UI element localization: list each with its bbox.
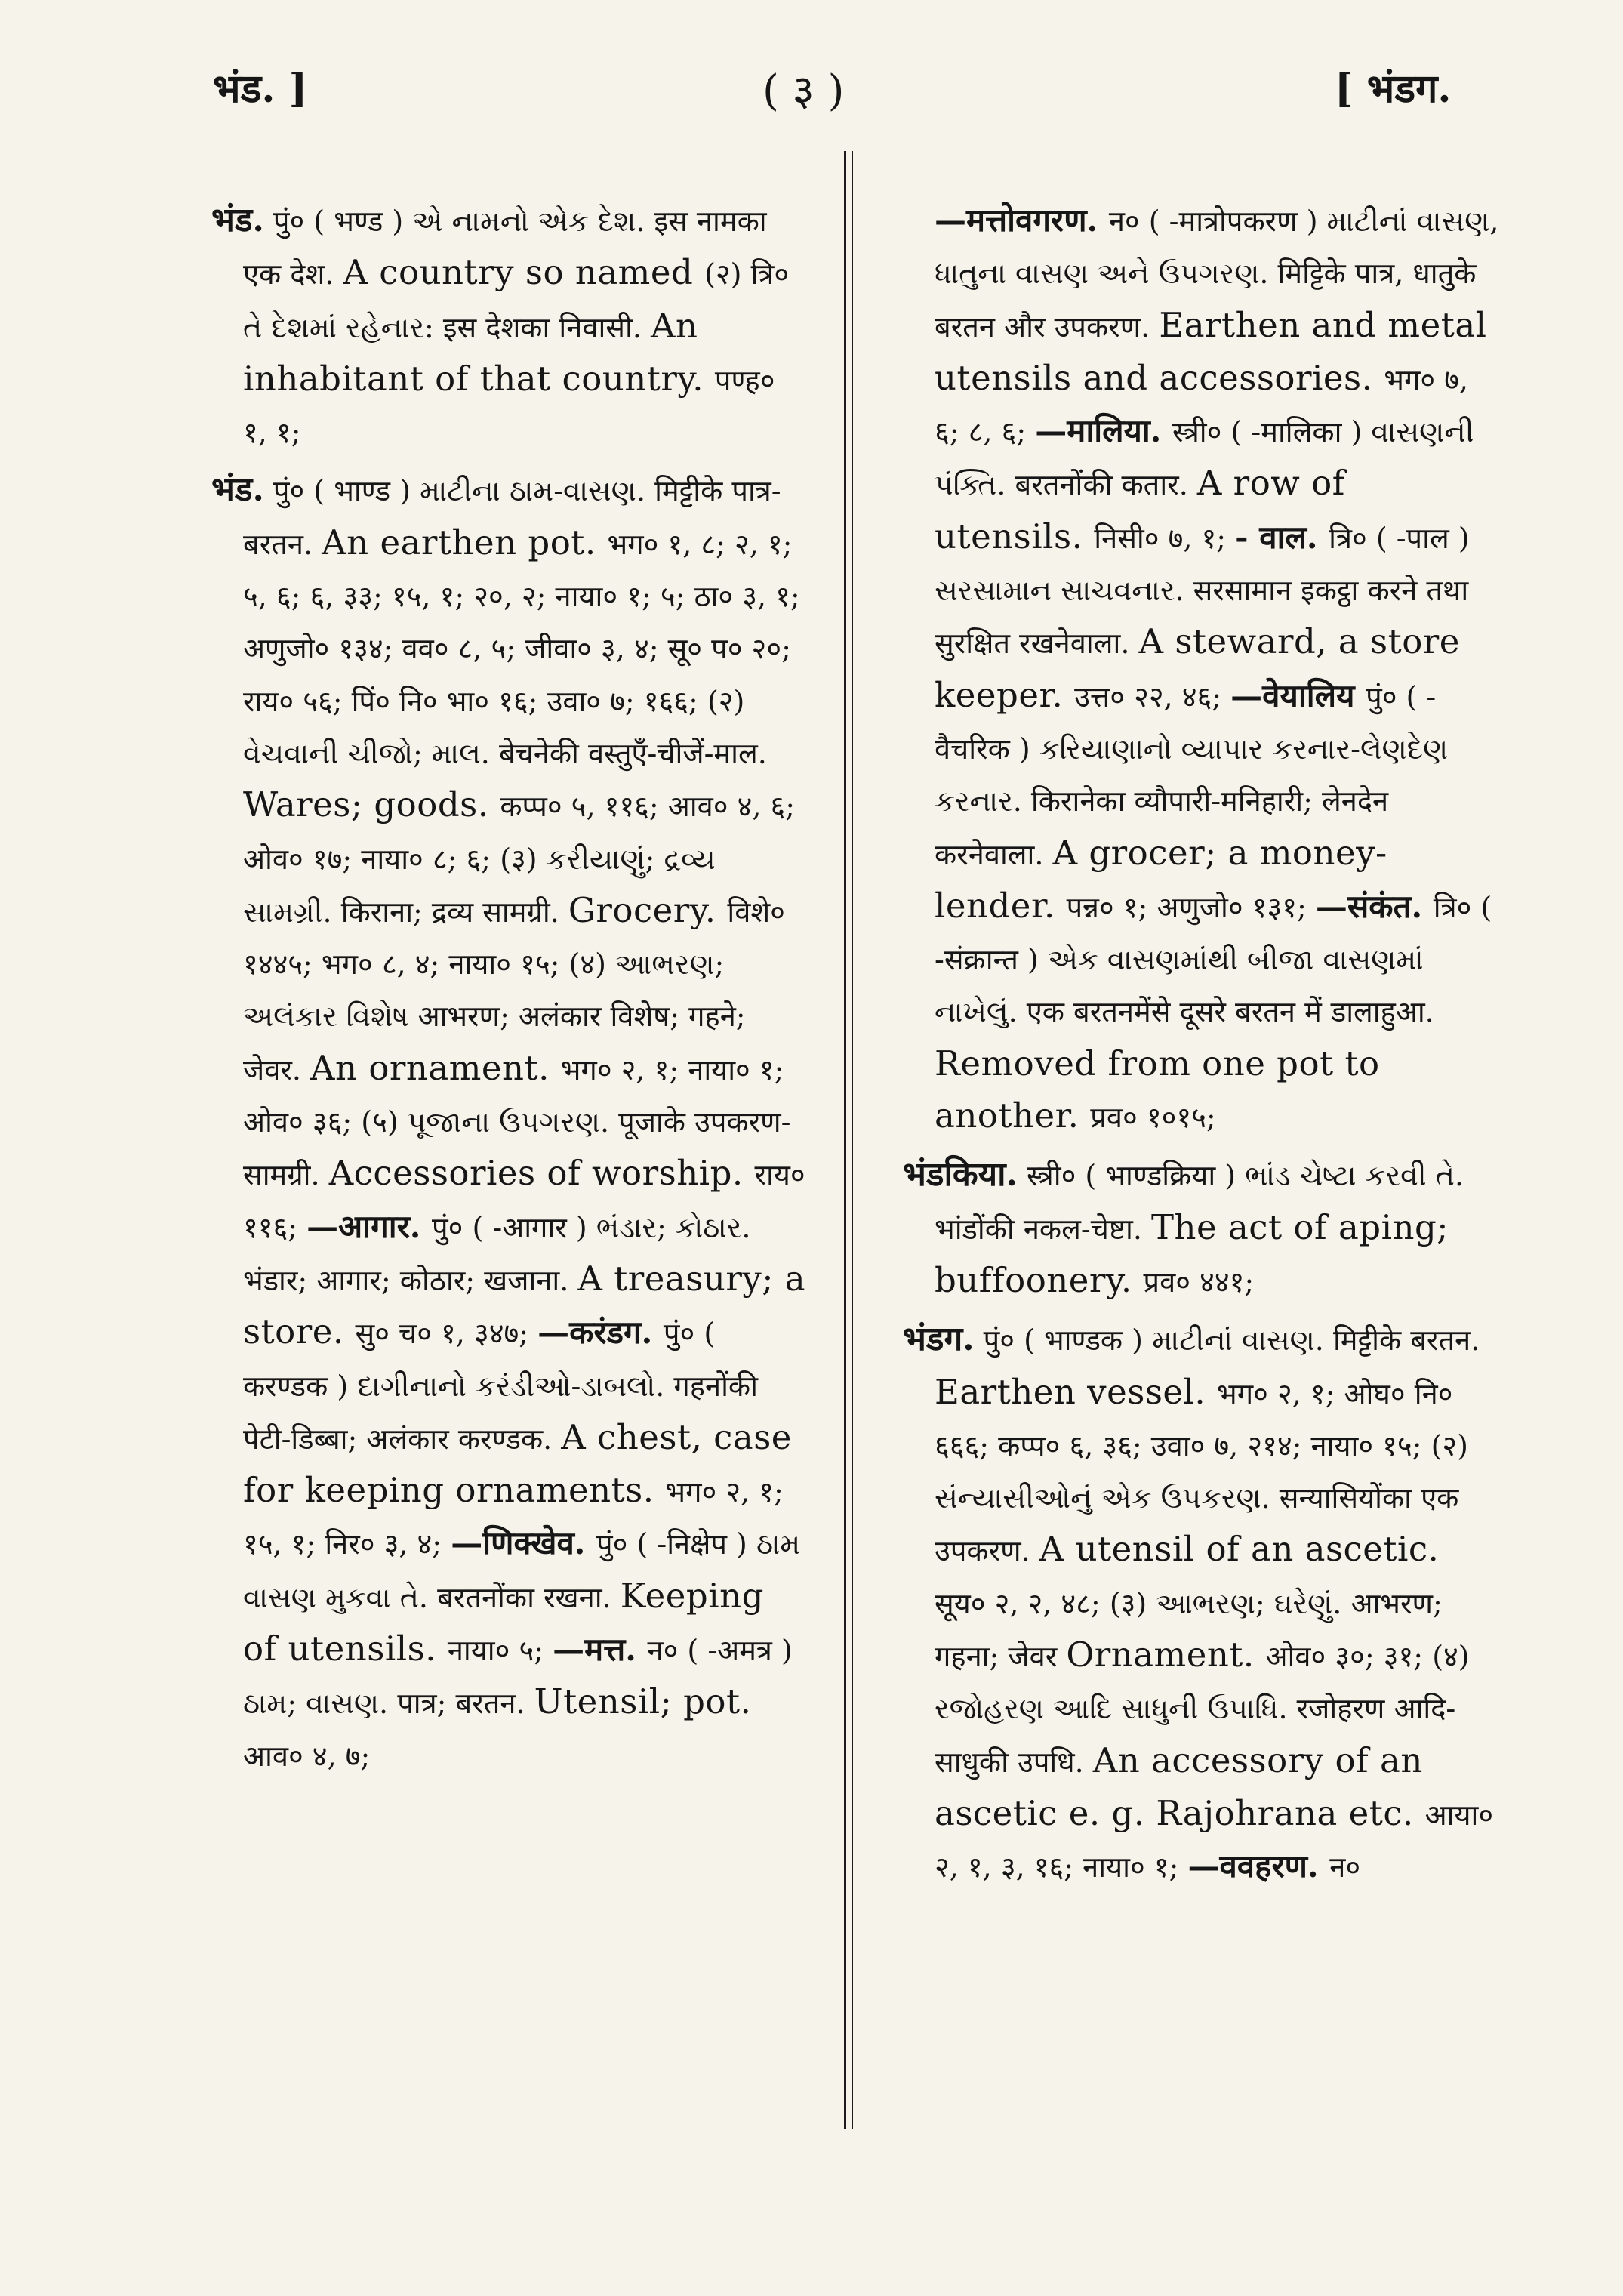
source-reference: सु० च० १, ३४७; bbox=[355, 1317, 538, 1351]
english-definition: Earthen vessel. bbox=[935, 1371, 1218, 1412]
english-definition: An earthen pot. bbox=[322, 522, 608, 562]
gujarati-definition: દાગીનાનો કરંડીઓ-ડાબલો. bbox=[357, 1369, 674, 1403]
source-reference: भग० १, ८; २, १; ५, ६; ६, ३३; १५, १; २०, २; नाया० १; ५; ठा० ३, १; अणुजो० १३४; वव० ८, ५; जीवा० ३, ४; सू० प० २०; राय० ५६; पिं० नि० भा० १६; उवा० ७; १६६; bbox=[243, 527, 800, 718]
gujarati-definition: ભાંડ ચેષ્ટા કરવી તે. bbox=[1245, 1159, 1464, 1193]
english-definition: A chest, case for keeping ornaments. bbox=[243, 1416, 792, 1511]
english-definition: A row of utensils. bbox=[935, 463, 1345, 556]
left-running-head: भंड. ] bbox=[213, 66, 308, 112]
hindi-definition: इस देशका निवासी. bbox=[442, 310, 651, 344]
grammar-label: त्रि० ( -संक्रान्त ) bbox=[935, 890, 1492, 977]
english-definition: A grocer; a money-lender. bbox=[935, 832, 1387, 926]
column-divider bbox=[844, 151, 846, 2129]
english-definition: An inhabitant of that country. bbox=[243, 305, 715, 399]
english-definition: The act of aping; buffoonery. bbox=[935, 1207, 1449, 1300]
gujarati-definition: માટીનાં વાસણ. bbox=[1152, 1324, 1333, 1358]
entry-headword: भंड. bbox=[211, 470, 264, 510]
grammar-label: न० ( -मात्रोपकरण ) bbox=[1108, 205, 1327, 238]
sub-entry-headword: —आगार. bbox=[306, 1207, 433, 1245]
dictionary-entry bbox=[903, 1149, 1499, 1308]
grammar-label: पुं० ( भण्ड ) bbox=[263, 205, 413, 238]
dictionary-entry bbox=[211, 195, 808, 458]
sub-entry-headword: —करंडग. bbox=[537, 1314, 664, 1351]
english-definition: Ornament. bbox=[1066, 1635, 1266, 1675]
sub-entry-headword: —मालिया. bbox=[1035, 412, 1173, 450]
hindi-definition: भांडोंकी नकल-चेष्टा. bbox=[935, 1212, 1152, 1246]
column-divider-inner bbox=[852, 151, 853, 2129]
source-reference: प्रव० ४४१; bbox=[1143, 1265, 1255, 1299]
grammar-label: (४) bbox=[568, 948, 615, 982]
hindi-definition: मिट्टीके बरतन. bbox=[1332, 1324, 1480, 1358]
source-reference: उत्त० २२, ४६; bbox=[1074, 680, 1231, 713]
english-definition: An accessory of an ascetic e. g. Rajohrana etc. bbox=[935, 1740, 1425, 1833]
gujarati-definition: માટીના ઠામ-વાસણ. bbox=[420, 474, 655, 508]
gujarati-definition: સંન્યાસીઓનું એક ઉપકરણ. bbox=[935, 1481, 1280, 1515]
source-reference: सूय० २, २, ४८; bbox=[935, 1586, 1110, 1620]
grammar-label: पुं० ( -निक्षेप ) bbox=[596, 1527, 756, 1561]
english-definition: Wares; goods. bbox=[243, 784, 500, 825]
left-column bbox=[211, 195, 808, 2158]
gujarati-definition: વેચવાની ચીજો; માલ. bbox=[243, 736, 499, 770]
grammar-label: (२) bbox=[707, 684, 745, 718]
source-reference: भग० ७, ६; ८, ६; bbox=[935, 362, 1469, 449]
hindi-definition: आभरण; अलंकार विशेष; गहने; जेवर. bbox=[243, 1000, 746, 1086]
grammar-label: पुं० ( भाण्ड ) bbox=[263, 474, 420, 508]
sub-entry-headword: —ववहरण. bbox=[1187, 1848, 1330, 1885]
source-reference: आव० ४, ७; bbox=[243, 1739, 371, 1773]
hindi-definition: बरतनोंकी कतार. bbox=[1015, 468, 1197, 502]
hindi-definition: मिट्टिके पात्र, धातुके बरतन और उपकरण. bbox=[935, 257, 1477, 344]
source-reference: राय० ११६; bbox=[243, 1158, 805, 1244]
sub-entry-headword: —णिक्खेव. bbox=[451, 1524, 597, 1562]
source-reference: भग० २, १; १५, १; निर० ३, ४; bbox=[243, 1475, 784, 1561]
hindi-definition: बरतनोंका रखना. bbox=[437, 1580, 621, 1614]
hindi-definition: किराना; द्रव्य सामग्री. bbox=[340, 895, 568, 929]
source-reference: पण्ह० १, १; bbox=[243, 363, 775, 450]
sub-entry-headword: —संकंत. bbox=[1315, 887, 1434, 925]
sub-entry-headword: —मत्तोवगरण. bbox=[935, 202, 1109, 239]
english-definition: Utensil; pot. bbox=[534, 1681, 752, 1722]
english-definition: An ornament. bbox=[310, 1047, 561, 1088]
dictionary-entry bbox=[211, 464, 808, 1781]
gujarati-definition: ઠામ; વાસણ. bbox=[243, 1687, 398, 1721]
sub-entry-headword: - वाल. bbox=[1235, 518, 1329, 556]
hindi-definition: किरानेका व्यौपारी-मनिहारी; लेनदेन करनेवाला. bbox=[935, 784, 1389, 871]
grammar-label: पुं० ( करण्डक ) bbox=[243, 1317, 716, 1403]
gujarati-definition: પૂજાના ઉપગરણ. bbox=[407, 1105, 619, 1139]
right-running-head: [ भंडग. bbox=[1335, 66, 1452, 112]
grammar-label: पुं० ( -आगार ) bbox=[432, 1210, 596, 1244]
gujarati-definition: ભંડાર; કોઠાર. bbox=[596, 1210, 751, 1244]
grammar-label: त्रि० ( -पाल ) bbox=[1329, 521, 1470, 555]
gujarati-definition: તે દેશમાં રહેનાર: bbox=[243, 310, 443, 344]
dictionary-entry bbox=[903, 1314, 1499, 1893]
source-reference: ओव० ३०; ३१; bbox=[1265, 1640, 1433, 1674]
hindi-definition: पात्र; बरतन. bbox=[397, 1687, 534, 1721]
grammar-label: (२) bbox=[1431, 1428, 1468, 1462]
entry-headword: भंडग. bbox=[903, 1320, 975, 1359]
hindi-definition: रजोहरण आदि-साधुकी उपधि. bbox=[935, 1692, 1456, 1779]
gujarati-definition: કરિયાણાનો વ્યાપાર કરનાર-લેણદેણ કરનાર. bbox=[935, 732, 1449, 818]
grammar-label: स्त्री० ( -मालिका ) bbox=[1172, 415, 1372, 449]
sub-entry-headword: —मत्त. bbox=[553, 1631, 648, 1669]
english-definition: Earthen and metal utensils and accessories. bbox=[935, 304, 1487, 398]
grammar-label: न० ( -अमत्र ) bbox=[647, 1634, 793, 1668]
hindi-definition: इस नामका एक देश. bbox=[243, 205, 767, 291]
gujarati-definition: એ નામનો એક દેશ. bbox=[412, 205, 654, 238]
hindi-definition: मिट्टीके पात्र-बरतन. bbox=[243, 474, 781, 561]
sub-entry-headword: —वेयालिय bbox=[1230, 676, 1366, 714]
entry-headword: भंडकिया. bbox=[903, 1155, 1018, 1194]
hindi-definition: सन्यासियोंका एक उपकरण. bbox=[935, 1481, 1459, 1568]
source-reference: प्रव० १०१५; bbox=[1090, 1101, 1216, 1135]
source-reference: निसी० ७, १; bbox=[1094, 521, 1236, 555]
grammar-label: (३) bbox=[1109, 1586, 1156, 1620]
english-definition: A steward, a store keeper. bbox=[935, 621, 1460, 715]
grammar-label: न० bbox=[1329, 1851, 1361, 1885]
page-header bbox=[0, 60, 1623, 128]
grammar-label: (२) त्रि० bbox=[704, 257, 790, 291]
hindi-definition: गहनोंकी पेटी-डिब्बा; अलंकार करण्डक. bbox=[243, 1369, 758, 1456]
gujarati-definition: એક વાસણમાંથી બીજા વાસણમાં નાખેલું. bbox=[935, 943, 1424, 1029]
entry-headword: भंड. bbox=[211, 201, 264, 239]
source-reference: भग० २, १; ओघ० नि० ६६६; कप्प० ६, ३६; उवा० ७, २१४; नाया० १५; bbox=[935, 1376, 1453, 1462]
hindi-definition: आभरण; गहना; जेवर bbox=[935, 1586, 1443, 1674]
english-definition: Grocery. bbox=[568, 889, 728, 930]
grammar-label: (५) bbox=[361, 1105, 408, 1139]
grammar-label: पुं० ( भाण्डक ) bbox=[974, 1324, 1153, 1358]
dictionary-entry bbox=[903, 195, 1499, 1143]
page-number: ( ३ ) bbox=[762, 66, 845, 116]
source-reference: कप्प० ५, ११६; आव० ४, ६; ओव० १७; नाया० ८; ६; bbox=[243, 790, 796, 876]
grammar-label: पुं० ( -वैचरिक ) bbox=[935, 680, 1437, 766]
source-reference: विशे० १४४५; भग० ८, ४; नाया० १५; bbox=[243, 895, 785, 982]
grammar-label: (४) bbox=[1432, 1640, 1470, 1674]
hindi-definition: भंडार; आगार; कोठार; खजाना. bbox=[243, 1263, 578, 1297]
source-reference: आया० २, १, ३, १६; नाया० १; bbox=[935, 1798, 1494, 1885]
right-column bbox=[903, 195, 1499, 2158]
hindi-definition: पूजाके उपकरण-सामग्री. bbox=[243, 1105, 791, 1192]
gujarati-definition: સરસામાન સાચવનાર. bbox=[935, 574, 1193, 608]
gujarati-definition: વાસણની પંક્તિ. bbox=[935, 415, 1474, 502]
gujarati-definition: ઠામ વાસણ મુકવા તે. bbox=[243, 1527, 801, 1614]
english-definition: A country so named bbox=[343, 252, 705, 293]
gujarati-definition: કરીયાણું; દ્રવ્ય સામગ્રી. bbox=[243, 842, 716, 929]
source-reference: नाया० ५; bbox=[447, 1634, 553, 1668]
gujarati-definition: રજોહરણ આદિ સાધુની ઉપાધિ. bbox=[935, 1692, 1297, 1726]
english-definition: A treasury; a store. bbox=[243, 1258, 806, 1352]
english-definition: Removed from one pot to another. bbox=[935, 1043, 1380, 1136]
grammar-label: स्त्री० ( भाण्डक्रिया ) bbox=[1017, 1159, 1246, 1193]
hindi-definition: एक बरतनमेंसे दूसरे बरतन में डालाहुआ. bbox=[1026, 995, 1434, 1029]
grammar-label: (३) bbox=[500, 842, 547, 876]
gujarati-definition: માટીનાં વાસણ, ધાતુના વાસણ અને ઉપગરણ. bbox=[935, 205, 1499, 291]
english-definition: A utensil of an ascetic. bbox=[1039, 1529, 1440, 1570]
gujarati-definition: આભરણ; અલંકાર વિશેષ bbox=[243, 948, 725, 1034]
gujarati-definition: આભરણ; ઘરેણું. bbox=[1156, 1586, 1351, 1620]
hindi-definition: बेचनेकी वस्तुएँ-चीजें-माल. bbox=[498, 736, 767, 770]
english-definition: Keeping of utensils. bbox=[243, 1575, 764, 1669]
source-reference: भग० २, १; नाया० १; ओव० ३६; bbox=[243, 1052, 784, 1139]
english-definition: Accessories of worship. bbox=[328, 1153, 755, 1194]
source-reference: पन्न० १; अणुजो० १३१; bbox=[1066, 890, 1316, 924]
hindi-definition: सरसामान इकट्ठा करने तथा सुरक्षित रखनेवाला. bbox=[935, 574, 1469, 661]
